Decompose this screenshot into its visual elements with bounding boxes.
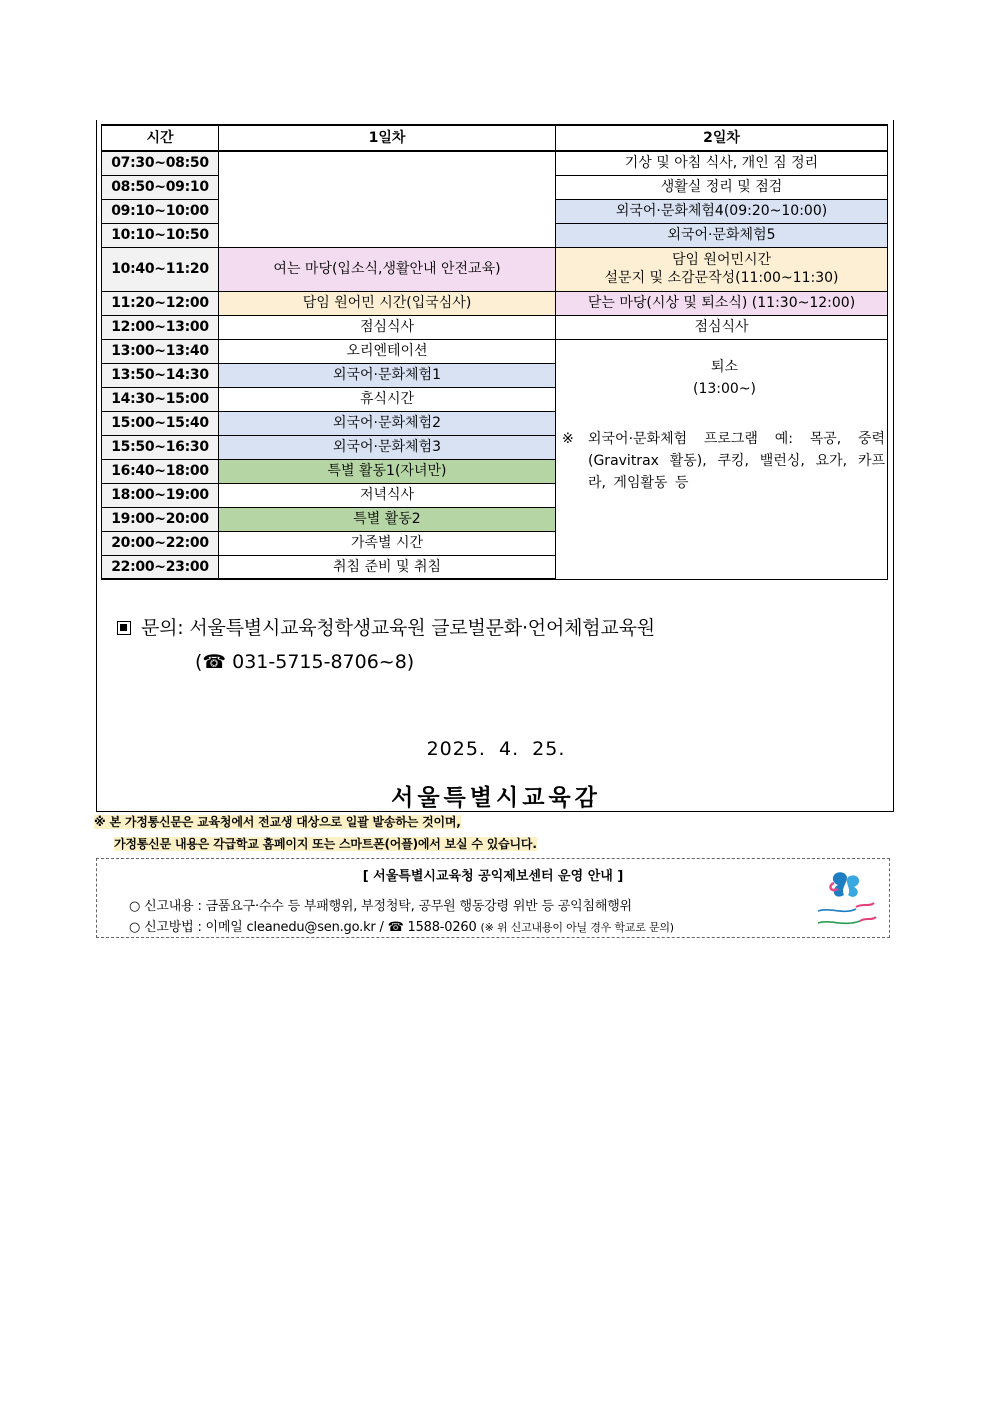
note-text: 외국어·문화체험 프로그램 예: 목공, 중력(Gravitrax 활동), 쿠킹, 밸런싱, 요가, 카프라, 게임활동 등 bbox=[588, 430, 885, 491]
report-method-note: (※ 위 신고내용이 아닐 경우 학교로 문의) bbox=[480, 921, 674, 934]
header-day1: 1일차 bbox=[219, 125, 556, 151]
day1-cell: 특별 활동1(자녀만) bbox=[219, 459, 556, 483]
program-note bbox=[562, 428, 887, 494]
schedule-table bbox=[101, 124, 888, 580]
day1-cell: 여는 마당(입소식,생활안내 안전교육) bbox=[219, 247, 556, 291]
time-cell: 14:30~15:00 bbox=[102, 387, 219, 411]
day1-cell: 저녁식사 bbox=[219, 483, 556, 507]
table-row bbox=[102, 291, 888, 315]
day2-cell: 닫는 마당(시상 및 퇴소식) (11:30~12:00) bbox=[556, 291, 888, 315]
day2-line: 설문지 및 소감문작성(11:00~11:30) bbox=[604, 270, 839, 286]
contact-line bbox=[117, 613, 655, 640]
time-cell: 09:10~10:00 bbox=[102, 199, 219, 223]
notice-line: ※ 본 가정통신문은 교육청에서 전교생 대상으로 일괄 발송하는 것이며, bbox=[94, 815, 461, 829]
day2-cell: 기상 및 아침 식사, 개인 짐 정리 bbox=[556, 151, 888, 175]
education-office-logo-icon bbox=[810, 867, 882, 931]
day1-cell: 특별 활동2 bbox=[219, 507, 556, 531]
day1-cell: 외국어·문화체험2 bbox=[219, 411, 556, 435]
square-bullet-icon bbox=[117, 621, 131, 635]
time-cell: 10:40~11:20 bbox=[102, 247, 219, 291]
day1-cell: 외국어·문화체험3 bbox=[219, 435, 556, 459]
day1-cell: 외국어·문화체험1 bbox=[219, 363, 556, 387]
day2-leave-cell bbox=[556, 339, 888, 579]
time-cell: 13:50~14:30 bbox=[102, 363, 219, 387]
day2-cell: 생활실 정리 및 점검 bbox=[556, 175, 888, 199]
notice-line: 가정통신문 내용은 각급학교 홈페이지 또는 스마트폰(어플)에서 보실 수 있습니다. bbox=[114, 837, 537, 851]
leave-time: (13:00~) bbox=[693, 380, 756, 397]
day1-cell: 가족별 시간 bbox=[219, 531, 556, 555]
day1-cell: 담임 원어민 시간(입국심사) bbox=[219, 291, 556, 315]
day2-line: 담임 원어민시간 bbox=[671, 252, 772, 268]
table-row bbox=[102, 247, 888, 291]
day2-cell: 외국어·문화체험4(09:20~10:00) bbox=[556, 199, 888, 223]
time-cell: 20:00~22:00 bbox=[102, 531, 219, 555]
header-time: 시간 bbox=[102, 125, 219, 151]
notice-block bbox=[94, 811, 537, 855]
day2-cell: 외국어·문화체험5 bbox=[556, 223, 888, 247]
table-row bbox=[102, 151, 888, 175]
time-cell: 12:00~13:00 bbox=[102, 315, 219, 339]
time-cell: 13:00~13:40 bbox=[102, 339, 219, 363]
day1-cell: 오리엔테이션 bbox=[219, 339, 556, 363]
day1-cell: 휴식시간 bbox=[219, 387, 556, 411]
time-cell: 07:30~08:50 bbox=[102, 151, 219, 175]
contact-phone: (☎ 031-5715-8706~8) bbox=[195, 651, 415, 673]
day1-empty-cell bbox=[219, 151, 556, 247]
time-cell: 19:00~20:00 bbox=[102, 507, 219, 531]
report-method-text: ○ 신고방법 : 이메일 cleanedu@sen.go.kr / ☎ 1588-0260 bbox=[129, 920, 477, 935]
day1-cell: 점심식사 bbox=[219, 315, 556, 339]
time-cell: 16:40~18:00 bbox=[102, 459, 219, 483]
time-cell: 15:50~16:30 bbox=[102, 435, 219, 459]
table-row bbox=[102, 315, 888, 339]
report-center-box bbox=[96, 858, 890, 938]
table-row bbox=[102, 339, 888, 363]
signature: 서울특별시교육감 bbox=[391, 785, 601, 811]
document-date: 2025. 4. 25. bbox=[426, 738, 566, 760]
table-header-row bbox=[102, 125, 888, 151]
report-method-line bbox=[129, 916, 674, 935]
time-cell: 18:00~19:00 bbox=[102, 483, 219, 507]
contact-text: 문의: 서울특별시교육청학생교육원 글로벌문화·언어체험교육원 bbox=[141, 617, 655, 639]
time-cell: 11:20~12:00 bbox=[102, 291, 219, 315]
header-day2: 2일차 bbox=[556, 125, 888, 151]
leave-title: 퇴소 bbox=[710, 358, 739, 375]
day2-cell: 점심식사 bbox=[556, 315, 888, 339]
time-cell: 08:50~09:10 bbox=[102, 175, 219, 199]
day2-cell bbox=[556, 247, 888, 291]
time-cell: 15:00~15:40 bbox=[102, 411, 219, 435]
report-box-title: [ 서울특별시교육청 공익제보센터 운영 안내 ] bbox=[362, 869, 624, 884]
report-content-line: ○ 신고내용 : 금품요구·수수 등 부패행위, 부정청탁, 공무원 행동강령 위반 등 공익침해행위 bbox=[129, 899, 632, 914]
day1-cell: 취침 준비 및 취침 bbox=[219, 555, 556, 579]
time-cell: 22:00~23:00 bbox=[102, 555, 219, 579]
time-cell: 10:10~10:50 bbox=[102, 223, 219, 247]
note-mark: ※ bbox=[562, 430, 574, 447]
